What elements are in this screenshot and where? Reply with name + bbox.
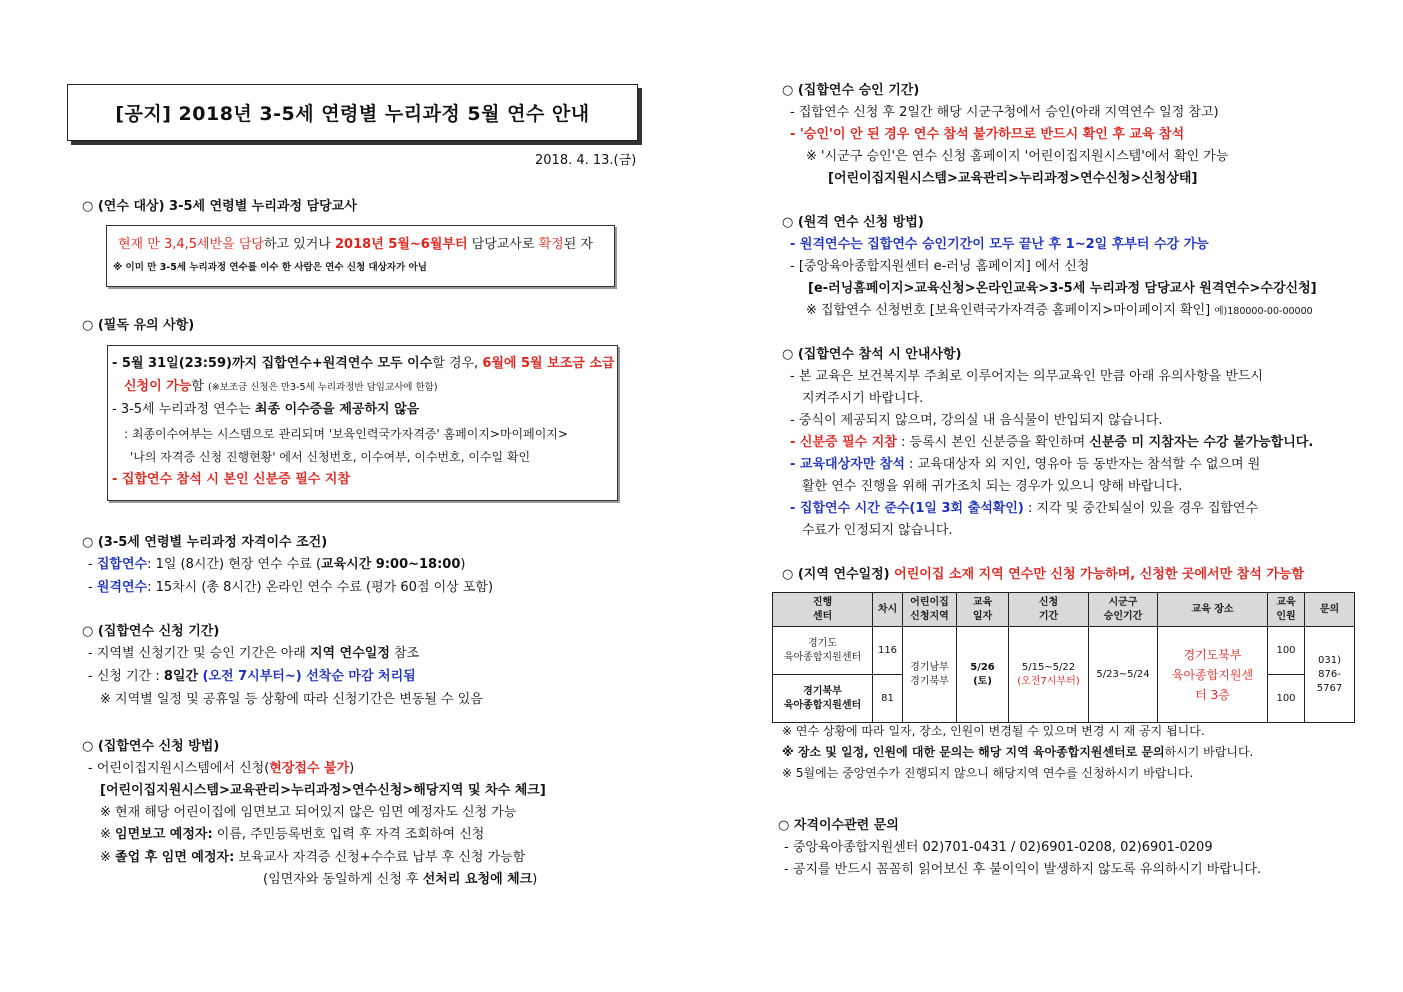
period-line-2: - 신청 기간 : 8일간 (오전 7시부터~) 선착순 마감 처리됨 <box>88 669 416 684</box>
attend-heading: ○ (집합연수 참석 시 안내사항) <box>782 347 962 362</box>
col-header-round: 차시 <box>873 593 903 627</box>
method-line-2: [어린이집지원시스템>교육관리>누리과정>연수신청>해당지역 및 차수 체크] <box>100 783 546 798</box>
caution-line-3: - 3-5세 누리과정 연수는 최종 이수증을 제공하지 않음 <box>112 402 420 417</box>
inquiry-line-1: - 중앙육아종합지원센터 02)701-0431 / 02)6901-0208, 02)6901-0209 <box>784 840 1213 855</box>
col-header-capacity: 교육 인원 <box>1268 593 1305 627</box>
approval-heading: ○ (집합연수 승인 기간) <box>782 83 920 98</box>
method-line-6: (임면자와 동일하게 신청 후 선처리 요청에 체크) <box>263 872 538 887</box>
cell-capacity: 100 <box>1268 675 1305 723</box>
schedule-note-3: ※ 5월에는 중앙연수가 진행되지 않으니 해당지역 연수를 신청하시기 바랍니다. <box>782 766 1194 780</box>
approval-line-3: ※ '시군구 승인'은 연수 신청 홈페이지 '어린이집지원시스템'에서 확인 가능 <box>806 149 1229 164</box>
cell-capacity: 100 <box>1268 627 1305 675</box>
notice-title-box <box>67 84 638 141</box>
cell-area: 경기남부 경기북부 <box>903 627 957 723</box>
method-heading: ○ (집합연수 신청 방법) <box>82 739 220 754</box>
period-line-1: - 지역별 신청기간 및 승인 기간은 아래 지역 연수일정 참조 <box>88 646 420 661</box>
attend-line-1: - 본 교육은 보건복지부 주최로 이루어지는 의무교육인 만큼 아래 유의사항을 반드시 <box>790 369 1263 384</box>
remote-line-2: - [중앙육아종합지원센터 e-러닝 홈페이지] 에서 신청 <box>790 259 1090 274</box>
cell-approve: 5/23~5/24 <box>1089 627 1158 723</box>
notice-date: 2018. 4. 13.(금) <box>535 153 637 168</box>
schedule-table <box>772 592 1355 723</box>
target-heading: ○ (연수 대상) 3-5세 연령별 누리과정 담당교사 <box>82 199 357 214</box>
approval-line-4: [어린이집지원시스템>교육관리>누리과정>연수신청>신청상태] <box>828 171 1198 186</box>
period-heading: ○ (집합연수 신청 기간) <box>82 624 220 639</box>
cell-center: 경기북부 육아종합지원센터 <box>773 675 873 723</box>
remote-line-3: [e-러닝홈페이지>교육신청>온라인교육>3-5세 누리과정 담당교사 원격연수>수강신청] <box>808 281 1317 296</box>
col-header-contact: 문의 <box>1305 593 1355 627</box>
col-header-place: 교육 장소 <box>1158 593 1268 627</box>
remote-line-1: - 원격연수는 집합연수 승인기간이 모두 끝난 후 1~2일 후부터 수강 가능 <box>790 237 1209 252</box>
period-line-3: ※ 지역별 일정 및 공휴일 등 상황에 따라 신청기간은 변동될 수 있음 <box>100 692 483 707</box>
condition-heading: ○ (3-5세 연령별 누리과정 자격이수 조건) <box>82 535 328 550</box>
col-header-center: 진행 센터 <box>773 593 873 627</box>
target-box-note: ※ 이미 만 3-5세 누리과정 연수를 이수 한 사람은 연수 신청 대상자가 아님 <box>113 262 427 273</box>
attend-line-3: - 중식이 제공되지 않으며, 강의실 내 음식물이 반입되지 않습니다. <box>790 413 1163 428</box>
method-line-4: ※ 임면보고 예정자: 이름, 주민등록번호 입력 후 자격 조회하여 신청 <box>100 827 485 842</box>
inquiry-heading: ○ 자격이수관련 문의 <box>778 818 899 833</box>
attend-line-8: 수료가 인정되지 않습니다. <box>802 523 953 538</box>
target-box-line: 현재 만 3,4,5세반을 담당하고 있거나 2018년 5월~6월부터 담당교사로 확정된 자 <box>118 237 593 252</box>
table-row <box>773 627 1355 675</box>
cell-contact: 031) 876- 5767 <box>1305 627 1355 723</box>
caution-line-5: '나의 자격증 신청 진행현황' 에서 신청번호, 이수여부, 이수번호, 이수일 확인 <box>130 450 531 464</box>
caution-heading: ○ (필독 유의 사항) <box>82 318 195 333</box>
inquiry-line-2: - 공지를 반드시 꼼꼼히 읽어보신 후 불이익이 발생하지 않도록 유의하시기 바랍니다. <box>784 862 1262 877</box>
schedule-note-1: ※ 연수 상황에 따라 일자, 장소, 인원이 변경될 수 있으며 변경 시 재 공지 됩니다. <box>782 724 1205 738</box>
col-header-approve: 시군구 승인기간 <box>1089 593 1158 627</box>
caution-line-4: : 최종이수여부는 시스템으로 관리되며 '보육인력국가자격증' 홈페이지>마이페이지> <box>124 427 568 441</box>
attend-line-2: 지켜주시기 바랍니다. <box>802 391 924 406</box>
col-header-area: 어린이집 신청지역 <box>903 593 957 627</box>
method-line-1: - 어린이집지원시스템에서 신청(현장접수 불가) <box>88 761 355 776</box>
cell-round: 81 <box>873 675 903 723</box>
col-header-date: 교육 일자 <box>957 593 1009 627</box>
attend-line-6: 활한 연수 진행을 위해 귀가조치 되는 경우가 있으니 양해 바랍니다. <box>802 479 1183 494</box>
attend-line-5: - 교육대상자만 참석 : 교육대상자 외 지인, 영유아 등 동반자는 참석할 수 없으며 원 <box>790 457 1261 472</box>
caution-line-6: - 집합연수 참석 시 본인 신분증 필수 지참 <box>112 472 351 487</box>
attend-line-4: - 신분증 필수 지참 : 등록시 본인 신분증을 확인하며 신분증 미 지참자는 수강 불가능합니다. <box>790 435 1314 450</box>
attend-line-7: - 집합연수 시간 준수(1일 3회 출석확인) : 지각 및 중간퇴실이 있을 경우 집합연수 <box>790 501 1259 516</box>
method-line-3: ※ 현재 해당 어린이집에 임면보고 되어있지 않은 임면 예정자도 신청 가능 <box>100 805 517 820</box>
notice-title: [공지] 2018년 3-5세 연령별 누리과정 5월 연수 안내 <box>115 103 590 125</box>
cell-round: 116 <box>873 627 903 675</box>
col-header-apply: 신청 기간 <box>1009 593 1089 627</box>
remote-line-4: ※ 집합연수 신청번호 [보육인력국가자격증 홈페이지>마이페이지 확인] 예)180000-00-00000 <box>806 303 1313 318</box>
condition-line-1: - 집합연수: 1일 (8시간) 현장 연수 수료 (교육시간 9:00~18:00) <box>88 557 466 572</box>
schedule-heading: ○ (지역 연수일정) 어린이집 소재 지역 연수만 신청 가능하며, 신청한 곳에서만 참석 가능함 <box>782 567 1305 582</box>
method-line-5: ※ 졸업 후 임면 예정자: 보육교사 자격증 신청+수수료 납부 후 신청 가능함 <box>100 850 526 865</box>
condition-line-2: - 원격연수: 15차시 (총 8시간) 온라인 연수 수료 (평가 60점 이상 포함) <box>88 580 494 595</box>
cell-place: 경기도북부 육아종합지원센 터 3층 <box>1158 627 1268 723</box>
caution-line-1: - 5월 31일(23:59)까지 집합연수+원격연수 모두 이수할 경우, 6월에 5월 보조금 소급 <box>112 356 615 371</box>
remote-heading: ○ (원격 연수 신청 방법) <box>782 215 924 230</box>
cell-date: 5/26 (토) <box>957 627 1009 723</box>
caution-line-2: 신청이 가능함 (※보조금 신청은 만3-5세 누리과정반 담임교사에 한함) <box>124 379 438 394</box>
approval-line-2: - '승인'이 안 된 경우 연수 참석 불가하므로 반드시 확인 후 교육 참석 <box>790 127 1185 142</box>
schedule-header-row <box>773 593 1355 627</box>
cell-apply: 5/15~5/22 (오전7시부터) <box>1009 627 1089 723</box>
approval-line-1: - 집합연수 신청 후 2일간 해당 시군구청에서 승인(아래 지역연수 일정 참고) <box>790 105 1219 120</box>
schedule-note-2: ※ 장소 및 일정, 인원에 대한 문의는 해당 지역 육아종합지원센터로 문의하시기 바랍니다. <box>782 745 1254 759</box>
cell-center: 경기도 육아종합지원센터 <box>773 627 873 675</box>
